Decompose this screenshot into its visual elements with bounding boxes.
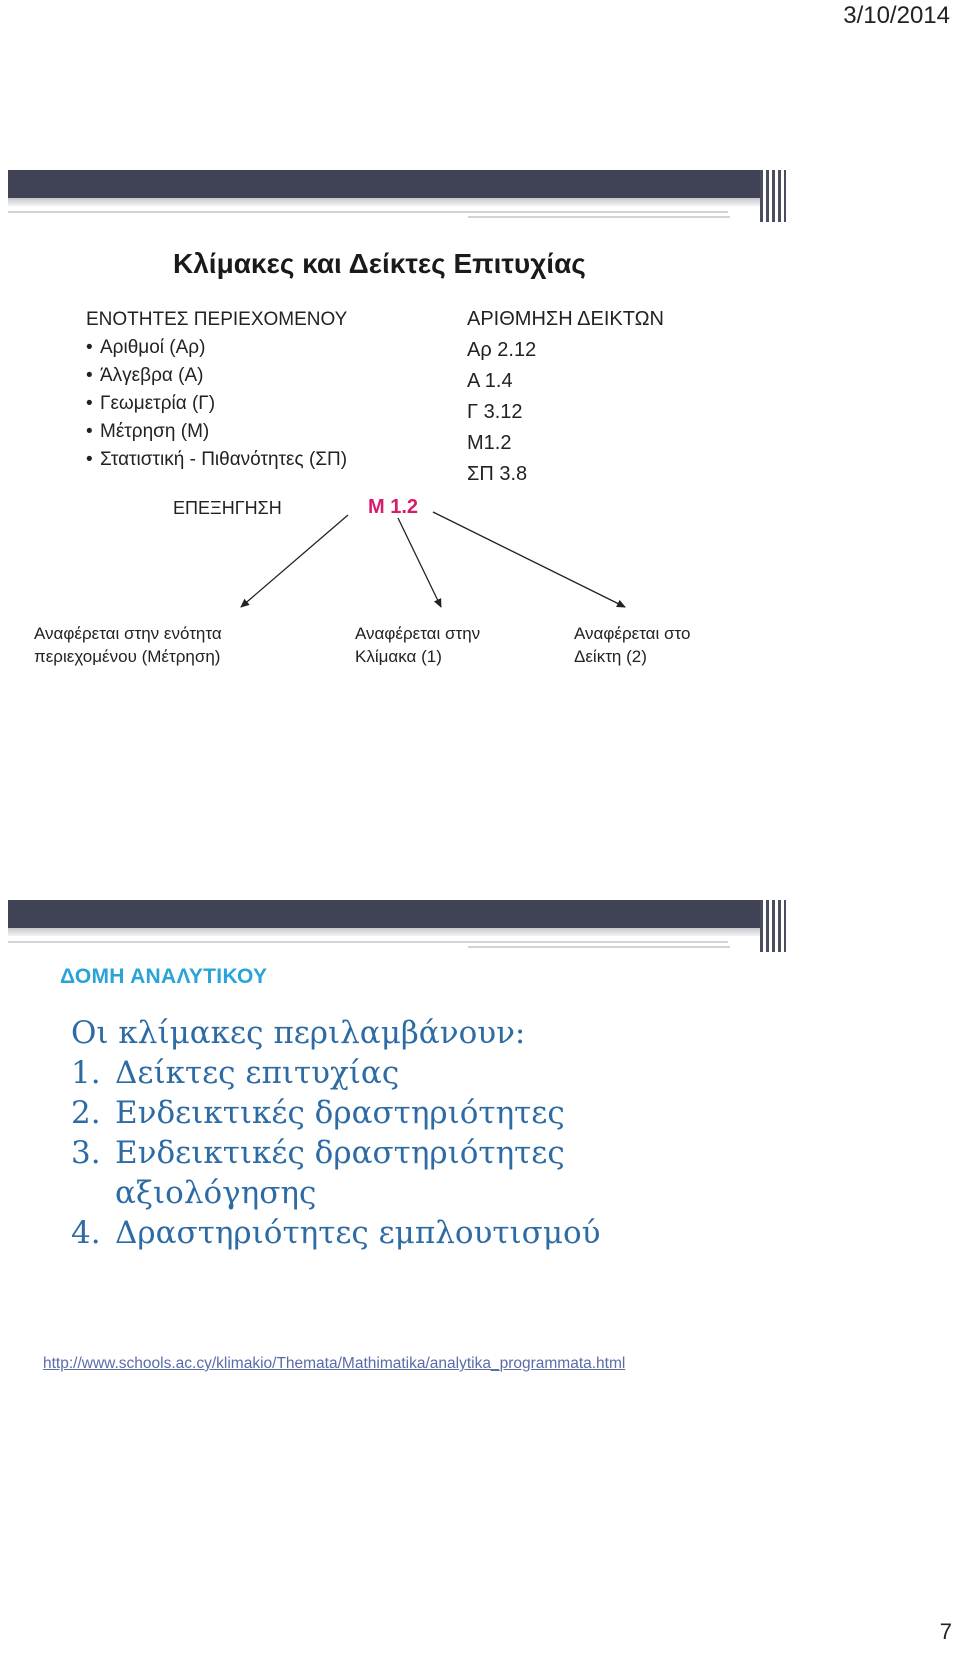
- slide-1: [8, 170, 786, 750]
- slide-2: [8, 900, 786, 1390]
- list-item: Αρ 2.12: [467, 339, 537, 361]
- list-item: 4. Δραστηριότητες εμπλουτισμού: [71, 1215, 601, 1251]
- curriculum-link[interactable]: http://www.schools.ac.cy/klimakio/Themata/Mathimatika/analytika_programmata.html: [43, 1355, 626, 1372]
- content-units-heading: ΕΝΟΤΗΤΕΣ ΠΕΡΙΕΧΟΜΕΝΟΥ: [86, 309, 348, 330]
- slide-title-bar: [8, 900, 786, 952]
- list-item: • Γεωμετρία (Γ): [86, 390, 347, 418]
- bullet-icon: •: [86, 449, 93, 470]
- description-scale: Αναφέρεται στην Κλίμακα (1): [355, 624, 481, 666]
- list-item: 3. Ενδεικτικές δραστηριότητες: [71, 1135, 565, 1171]
- description-index: Αναφέρεται στο Δείκτη (2): [574, 624, 691, 666]
- date: 3/10/2014: [843, 2, 950, 29]
- explanation-label: ΕΠΕΞΗΓΗΣΗ: [173, 498, 282, 518]
- description-unit: Αναφέρεται στην ενότητα περιεχομένου (Μέτρηση): [34, 624, 222, 666]
- list-item: • Μέτρηση (Μ): [86, 418, 347, 446]
- list-item: Γ 3.12: [467, 401, 523, 423]
- bullet-icon: •: [86, 365, 93, 386]
- list-item: 2. Ενδεικτικές δραστηριότητες: [71, 1095, 565, 1131]
- list-item-continuation: αξιολόγησης: [115, 1175, 317, 1211]
- page-number: 7: [939, 1619, 952, 1644]
- curriculum-list: [71, 1013, 600, 1253]
- list-intro: Οι κλίμακες περιλαμβάνουν:: [71, 1015, 526, 1051]
- list-item: Μ1.2: [467, 432, 512, 454]
- arrow-to-scale: [398, 518, 441, 607]
- slide-heading: ΔΟΜΗ ΑΝΑΛΥΤΙΚΟΥ: [60, 965, 268, 988]
- list-item: • Αριθμοί (Αρ): [86, 334, 347, 362]
- list-item: • Στατιστική - Πιθανότητες (ΣΠ): [86, 446, 347, 474]
- bullet-icon: •: [86, 337, 93, 358]
- bullet-icon: •: [86, 393, 93, 414]
- list-item: ΣΠ 3.8: [467, 463, 528, 485]
- bullet-icon: •: [86, 421, 93, 442]
- index-numbering-heading: ΑΡΙΘΜΗΣΗ ΔΕΙΚΤΩΝ: [467, 308, 665, 330]
- arrow-to-unit: [241, 515, 348, 607]
- list-item: • Άλγεβρα (Α): [86, 362, 347, 390]
- example-code: Μ 1.2: [368, 496, 419, 518]
- list-item: 1. Δείκτες επιτυχίας: [71, 1055, 400, 1091]
- arrow-to-index: [433, 512, 625, 607]
- list-item: Α 1.4: [467, 370, 513, 392]
- slide-title: Κλίμακες και Δείκτες Επιτυχίας: [173, 248, 586, 279]
